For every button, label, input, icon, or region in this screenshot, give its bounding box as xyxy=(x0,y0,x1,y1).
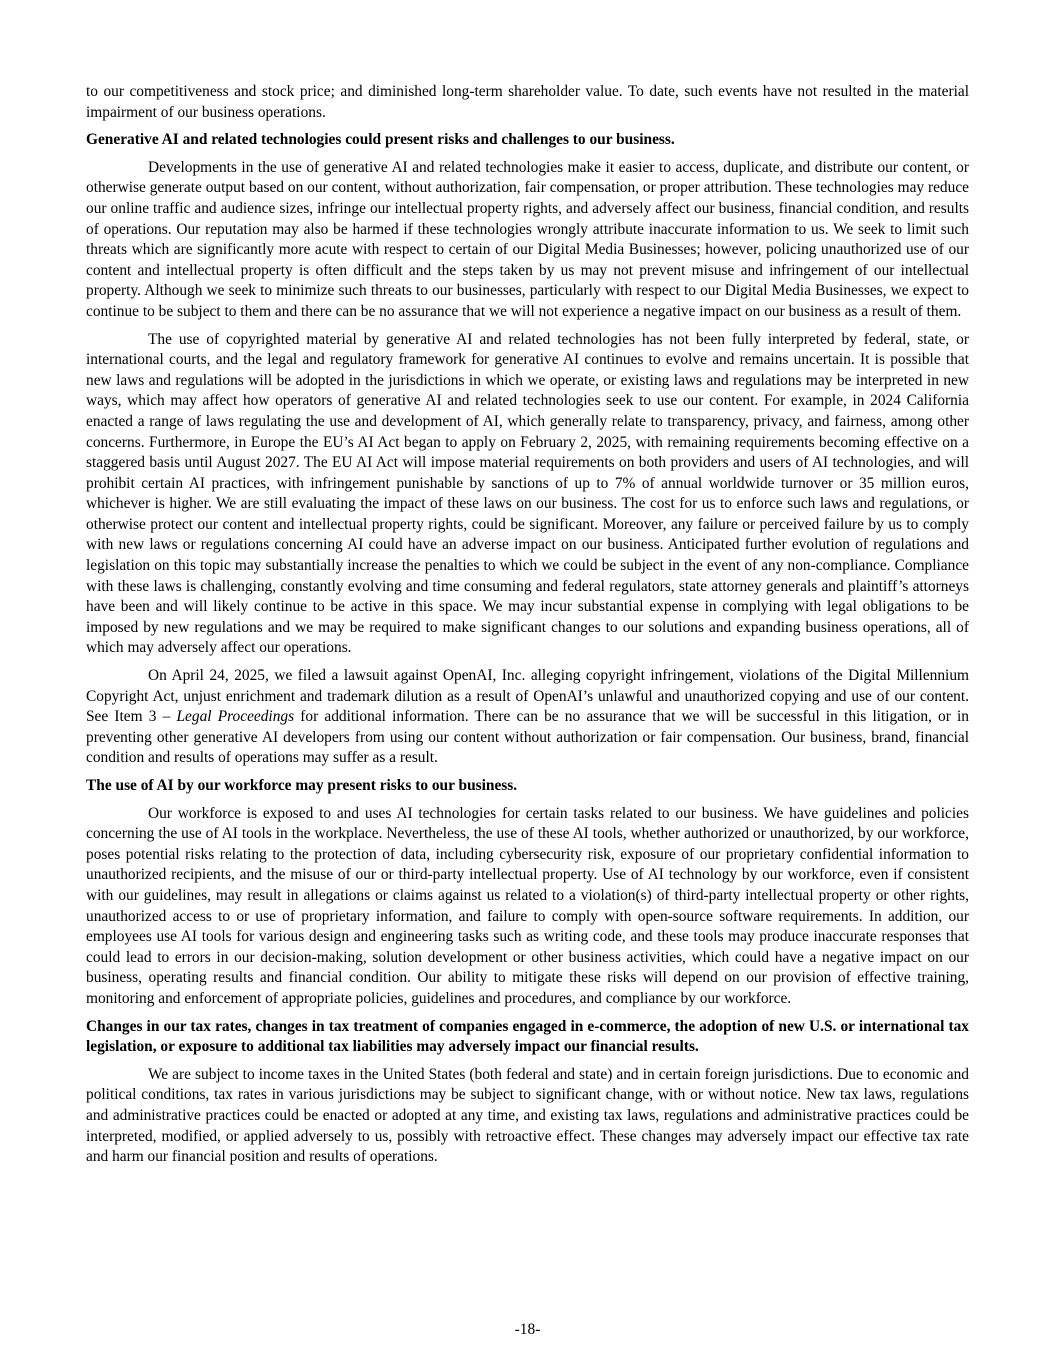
genai-paragraph-2: The use of copyrighted material by generative AI and related technologies has not been fully interpreted by federal, state, or international courts, and the legal and regulatory framework for generative AI continues to evolve and remains uncertain. It is possible that new laws and regulations will be adopted in the jurisdictions in which we operate, or existing laws and regulations may be interpreted in new ways, which may affect how operators of generative AI and related technologies seek to use our content. For example, in 2024 California enacted a range of laws regulating the use and development of AI, which generally relate to transparency, privacy, and fairness, among other concerns. Furthermore, in Europe the EU’s AI Act began to apply on February 2, 2025, with remaining requirements becoming effective on a staggered basis until August 2027. The EU AI Act will impose material requirements on both providers and users of AI technologies, and will prohibit certain AI practices, with infringement punishable by sanctions of up to 7% of annual worldwide turnover or 35 million euros, whichever is higher. We are still evaluating the impact of these laws on our business. The cost for us to enforce such laws and regulations, or otherwise protect our content and intellectual property rights, could be significant. Moreover, any failure or perceived failure by us to comply with new laws or regulations concerning AI could have an adverse impact on our business. Anticipated further evolution of regulations and legislation on this topic may substantially increase the penalties to which we could be subject in the event of any non-compliance. Compliance with these laws is challenging, constantly evolving and time consuming and federal regulators, state attorney generals and plaintiff’s attorneys have been and will likely continue to be active in this space. We may incur substantial expense in complying with legal obligations to be imposed by new regulations and we may be required to make significant changes to our solutions and expanding business operations, all of which may adversely affect our operations. xyxy=(86,330,969,657)
document-body xyxy=(86,82,969,1175)
heading-tax: Changes in our tax rates, changes in tax treatment of companies engaged in e-commerce, the adoption of new U.S. or international tax legislation, or exposure to additional tax liabilities may adversely impact our financial results. xyxy=(86,1017,969,1056)
page-number: -18- xyxy=(514,1321,541,1338)
genai-paragraph-3-text-a: On April 24, 2025, we filed a lawsuit against OpenAI, Inc. alleging copyright infringement, violations of the Digital Millennium Copyright Act, unjust enrichment and trademark dilution as a result of OpenAI’s unlawful and unauthorized copying and use of our content. See Item 3 – xyxy=(86,667,969,726)
heading-workforce-ai: The use of AI by our workforce may present risks to our business. xyxy=(86,777,518,794)
genai-paragraph-3 xyxy=(86,666,969,769)
genai-paragraph-1: Developments in the use of generative AI and related technologies make it easier to access, duplicate, and distribute our content, or otherwise generate output based on our content, without authorization, fair compensation, or proper attribution. These technologies may reduce our online traffic and audience sizes, infringe our intellectual property rights, and adversely affect our business, financial condition, and results of operations. Our reputation may also be harmed if these technologies wrongly attribute inaccurate information to us. We seek to limit such threats which are significantly more acute with respect to certain of our Digital Media Businesses; however, policing unauthorized use of our content and intellectual property is often difficult and the steps taken by us may not prevent misuse and infringement of our intellectual property. Although we seek to minimize such threats to our businesses, particularly with respect to our Digital Media Businesses, we expect to continue to be subject to them and there can be no assurance that we will not experience a negative impact on our business as a result of them. xyxy=(86,158,969,320)
tax-paragraph-1: We are subject to income taxes in the United States (both federal and state) and in certain foreign jurisdictions. Due to economic and political conditions, tax rates in various jurisdictions may be subject to significant change, with or without notice. New tax laws, regulations and administrative practices could be enacted or adopted at any time, and existing tax laws, regulations and administrative practices could be interpreted, modified, or applied adversely to us, possibly with retroactive effect. These changes may adversely impact our effective tax rate and harm our financial position and results of operations. xyxy=(86,1065,969,1166)
continuation-paragraph: to our competitiveness and stock price; and diminished long-term shareholder value. To date, such events have not resulted in the material impairment of our business operations. xyxy=(86,83,969,121)
heading-generative-ai: Generative AI and related technologies could present risks and challenges to our business. xyxy=(86,131,675,149)
genai-paragraph-3-text-b: for additional information. There can be no assurance that we will be successful in this litigation, or in preventing other generative AI developers from using our content without authorization or fair compensation. Our business, brand, financial condition and results of operations may suffer as a result. xyxy=(86,708,969,767)
workforce-paragraph-1: Our workforce is exposed to and uses AI technologies for certain tasks related to our business. We have guidelines and policies concerning the use of AI tools in the workplace. Nevertheless, the use of these AI tools, whether authorized or unauthorized, by our workforce, poses potential risks relating to the protection of data, including cybersecurity risk, exposure of our proprietary confidential information to unauthorized recipients, and the misuse of our or third-party intellectual property. Use of AI technology by our workforce, even if consistent with our guidelines, may result in allegations or claims against us related to a violation(s) of third-party intellectual property or other rights, unauthorized access to or use of proprietary information, and failure to comply with open-source software requirements. In addition, our employees use AI tools for various design and engineering tasks such as writing code, and these tools may produce inaccurate responses that could lead to errors in our decision-making, solution development or other business activities, which could have a negative impact on our business, operating results and financial condition. Our ability to mitigate these risks will depend on our provision of effective training, monitoring and enforcement of appropriate policies, guidelines and procedures, and compliance by our workforce. xyxy=(86,804,969,1007)
legal-proceedings-reference: Legal Proceedings xyxy=(176,708,295,726)
